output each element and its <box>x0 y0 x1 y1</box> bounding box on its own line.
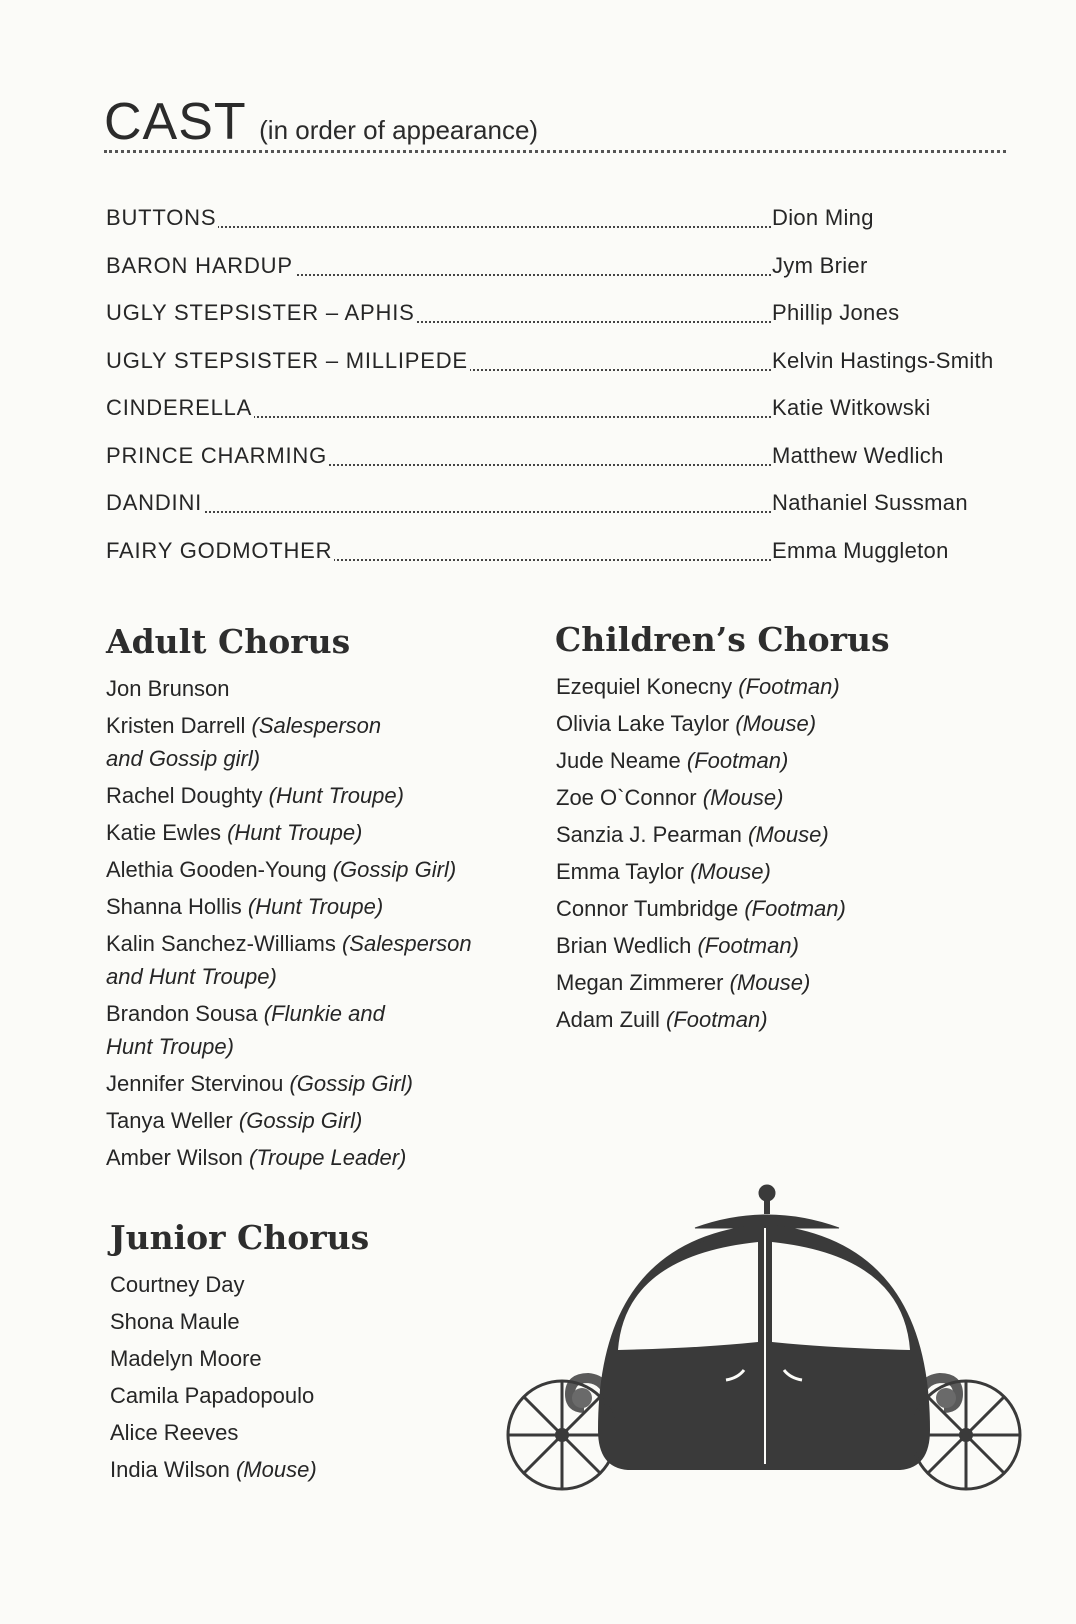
chorus-member <box>556 892 846 925</box>
member-name: Jude Neame <box>556 748 681 773</box>
chorus-member <box>110 1416 317 1449</box>
member-role-note: (Gossip Girl) <box>289 1071 413 1096</box>
cast-subtitle: (in order of appearance) <box>259 115 539 145</box>
role-name: UGLY STEPSISTER – APHIS <box>106 293 417 333</box>
chorus-member <box>556 670 846 703</box>
junior-chorus-heading: Junior Chorus <box>110 1218 370 1257</box>
member-role-note: (Mouse) <box>690 859 771 884</box>
chorus-member <box>106 997 472 1063</box>
member-name: Shanna Hollis <box>106 894 242 919</box>
chorus-member <box>556 855 846 888</box>
actor-name: Katie Witkowski <box>772 395 931 420</box>
chorus-member <box>556 1003 846 1036</box>
member-role-note: (Gossip Girl) <box>238 1108 363 1133</box>
member-name: Alice Reeves <box>110 1420 239 1445</box>
childrens-chorus-list <box>556 670 846 1040</box>
member-name: Zoe O`Connor <box>556 785 697 810</box>
chorus-member <box>110 1268 317 1301</box>
member-name: Kalin Sanchez-Williams <box>106 931 336 956</box>
cast-row <box>106 293 1006 341</box>
chorus-member <box>106 1104 472 1137</box>
cast-title: CAST <box>104 93 247 151</box>
actor-name: Phillip Jones <box>772 300 900 325</box>
chorus-member <box>106 927 472 993</box>
member-role-note: (Troupe Leader) <box>249 1145 407 1170</box>
member-role-note: (Footman) <box>738 674 840 699</box>
member-name: Brandon Sousa <box>106 1001 258 1026</box>
member-name: Rachel Doughty <box>106 783 263 808</box>
cast-row <box>106 483 1006 531</box>
member-role-note: (Footman) <box>666 1007 768 1032</box>
member-name: Adam Zuill <box>556 1007 660 1032</box>
role-name: BUTTONS <box>106 198 218 238</box>
dot-leader <box>106 511 771 513</box>
actor-name: Matthew Wedlich <box>772 442 944 468</box>
chorus-member <box>106 779 472 812</box>
header-dotted-rule <box>104 150 1006 153</box>
member-role-note: (Mouse) <box>235 1457 317 1482</box>
member-name: Connor Tumbridge <box>556 896 739 921</box>
member-role-note-continued: Hunt Troupe) <box>106 1034 234 1059</box>
chorus-member <box>106 853 472 886</box>
member-role-note: (Footman) <box>697 933 799 958</box>
member-role-note: (Mouse) <box>702 785 784 810</box>
member-role-note: (Salesperson <box>251 713 382 738</box>
chorus-member <box>110 1379 317 1412</box>
chorus-member <box>556 707 846 740</box>
cast-row <box>106 388 1006 436</box>
actor-name: Dion Ming <box>772 205 874 230</box>
member-name: Camila Papadopoulo <box>110 1383 315 1408</box>
member-name: Olivia Lake Taylor <box>556 711 730 736</box>
chorus-member <box>106 1067 472 1100</box>
cast-row <box>106 198 1006 246</box>
childrens-chorus-heading: Children’s Chorus <box>555 620 890 659</box>
role-name: CINDERELLA <box>106 388 254 428</box>
cast-header <box>104 92 538 152</box>
adult-chorus-heading: Adult Chorus <box>106 622 351 661</box>
chorus-member <box>110 1453 317 1486</box>
chorus-member <box>556 818 846 851</box>
member-name: India Wilson <box>110 1457 230 1482</box>
member-role-note: (Mouse) <box>748 822 829 847</box>
pumpkin-carriage-icon <box>500 1180 1040 1550</box>
chorus-member <box>556 929 846 962</box>
chorus-member <box>556 781 846 814</box>
cast-row <box>106 246 1006 294</box>
member-name: Emma Taylor <box>556 859 684 884</box>
actor-name: Kelvin Hastings-Smith <box>772 347 994 373</box>
member-role-note-continued: and Gossip girl) <box>106 746 261 771</box>
role-name: DANDINI <box>106 483 204 523</box>
chorus-member <box>110 1342 317 1375</box>
member-name: Courtney Day <box>110 1272 245 1297</box>
member-name: Ezequiel Konecny <box>556 674 733 699</box>
chorus-member <box>110 1305 317 1338</box>
member-name: Madelyn Moore <box>110 1346 262 1371</box>
actor-name: Nathaniel Sussman <box>772 490 968 515</box>
member-role-note-continued: and Hunt Troupe) <box>106 964 277 989</box>
cast-list <box>106 198 1006 578</box>
role-name: FAIRY GODMOTHER <box>106 531 334 571</box>
member-role-note: (Gossip Girl) <box>332 857 457 882</box>
cast-row <box>106 531 1006 579</box>
member-name: Sanzia J. Pearman <box>556 822 742 847</box>
member-role-note: (Footman) <box>686 748 789 773</box>
member-role-note: (Salesperson <box>341 931 472 956</box>
actor-name: Jym Brier <box>772 252 868 278</box>
adult-chorus-list <box>106 672 472 1178</box>
member-name: Jennifer Stervinou <box>106 1071 284 1096</box>
member-role-note: (Footman) <box>744 896 846 921</box>
cast-row <box>106 436 1006 484</box>
role-name: BARON HARDUP <box>106 246 295 286</box>
chorus-member <box>106 816 472 849</box>
member-name: Alethia Gooden-Young <box>106 857 327 882</box>
member-role-note: (Hunt Troupe) <box>247 894 384 919</box>
cast-row <box>106 341 1006 389</box>
member-name: Katie Ewles <box>106 820 221 845</box>
junior-chorus-list <box>110 1268 317 1490</box>
actor-name: Emma Muggleton <box>772 537 949 563</box>
chorus-member <box>106 890 472 923</box>
role-name: PRINCE CHARMING <box>106 436 329 476</box>
member-name: Brian Wedlich <box>556 933 692 958</box>
member-name: Amber Wilson <box>106 1145 243 1170</box>
chorus-member <box>106 709 472 775</box>
role-name: UGLY STEPSISTER – MILLIPEDE <box>106 341 470 381</box>
member-role-note: (Flunkie and <box>263 1001 385 1026</box>
member-name: Shona Maule <box>110 1309 240 1334</box>
chorus-member <box>556 744 846 777</box>
member-name: Kristen Darrell <box>106 713 246 738</box>
chorus-member <box>556 966 846 999</box>
member-role-note: (Hunt Troupe) <box>227 820 363 845</box>
chorus-member <box>106 1141 472 1174</box>
member-role-note: (Mouse) <box>735 711 817 736</box>
member-name: Tanya Weller <box>106 1108 233 1133</box>
member-name: Megan Zimmerer <box>556 970 724 995</box>
chorus-member <box>106 672 472 705</box>
member-name: Jon Brunson <box>106 676 230 701</box>
member-role-note: (Mouse) <box>729 970 811 995</box>
member-role-note: (Hunt Troupe) <box>268 783 404 808</box>
